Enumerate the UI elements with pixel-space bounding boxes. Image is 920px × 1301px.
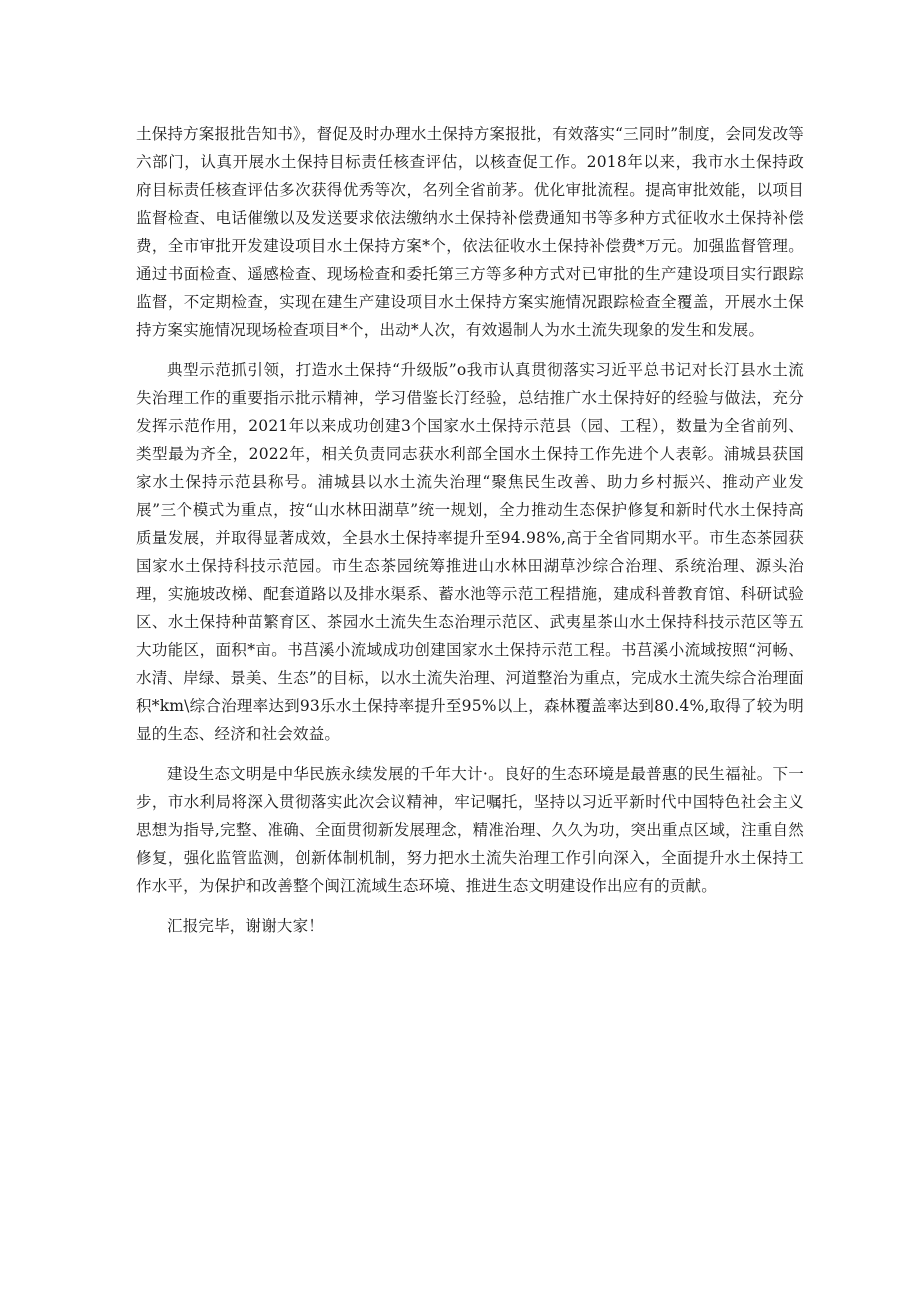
paragraph-closing: 汇报完毕，谢谢大家！ xyxy=(167,917,325,935)
paragraph-demonstration: 典型示范抓引领，打造水土保持“升级版”o我市认真贯彻落实习近平总书记对长汀县水土流失治理工作的重要指示批示精神，学习借鉴长汀经验，总结推广水土保持好的经验与做法，充分发挥示范作用，2021年以来成功创建3个国家水土保持示范县（园、工程），数量为全省前列、类型最为齐全，2022年，相关负责同志获水利部全国水土保持工作先进个人表彰。浦城县获国家水土保持示范县称号。浦城县以水土流失治理“聚焦民生改善、助力乡村振兴、推动产业发展”三个模式为重点，按“山水林田湖草”统一规划，全力推动生态保护修复和新时代水土保持高质量发展，并取得显著成效，全县水土保持率提升至94.98%,高于全省同期水平。市生态茶园获国家水土保持科技示范园。市生态茶园统筹推进山水林田湖草沙综合治理、系统治理、源头治理，实施坡改梯、配套道路以及排水渠系、蓄水池等示范工程措施，建成科普教育馆、科研试验区、水土保持种苗繁育区、茶园水土流失生态治理示范区、武夷星茶山水土保持科技示范区等五大功能区，面积*亩。书莒溪小流域成功创建国家水土保持示范工程。书莒溪小流域按照“河畅、水清、岸绿、景美、生态”的目标，以水土流失治理、河道整治为重点，完成水土流失综合治理面积*km\综合治理率达到93乐水土保持率提升至95%以上，森林覆盖率达到80.4%,取得了较为明显的生态、经济和社会效益。 xyxy=(136,361,804,743)
document-body xyxy=(136,120,804,952)
paragraph-supervision: 土保持方案报批告知书》，督促及时办理水土保持方案报批，有效落实“三同时”制度，会同发改等六部门，认真开展水土保持目标责任核查评估，以核查促工作。2018年以来，我市水土保持政府目标责任核查评估多次获得优秀等次，名列全省前茅。优化审批流程。提高审批效能，以项目监督检查、电话催缴以及发送要求依法缴纳水土保持补偿费通知书等多种方式征收水土保持补偿费，全市审批开发建设项目水土保持方案*个，依法征收水土保持补偿费*万元。加强监督管理。通过书面检查、遥感检查、现场检查和委托第三方等多种方式对已审批的生产建设项目实行跟踪监督，不定期检查，实现在建生产建设项目水土保持方案实施情况跟踪检查全覆盖，开展水土保持方案实施情况现场检查项目*个，出动*人次，有效遏制人为水土流失现象的发生和发展。 xyxy=(136,125,804,339)
paragraph-next-steps: 建设生态文明是中华民族永续发展的千年大计·。良好的生态环境是最普惠的民生福祉。下一步，市水利局将深入贯彻落实此次会议精神，牢记嘱托，坚持以习近平新时代中国特色社会主义思想为指导,完整、准确、全面贯彻新发展理念，精准治理、久久为功，突出重点区域，注重自然修复，强化监管监测，创新体制机制，努力把水土流失治理工作引向深入，全面提升水土保持工作水平，为保护和改善整个闽江流域生态环境、推进生态文明建设作出应有的贡献。 xyxy=(136,765,804,895)
